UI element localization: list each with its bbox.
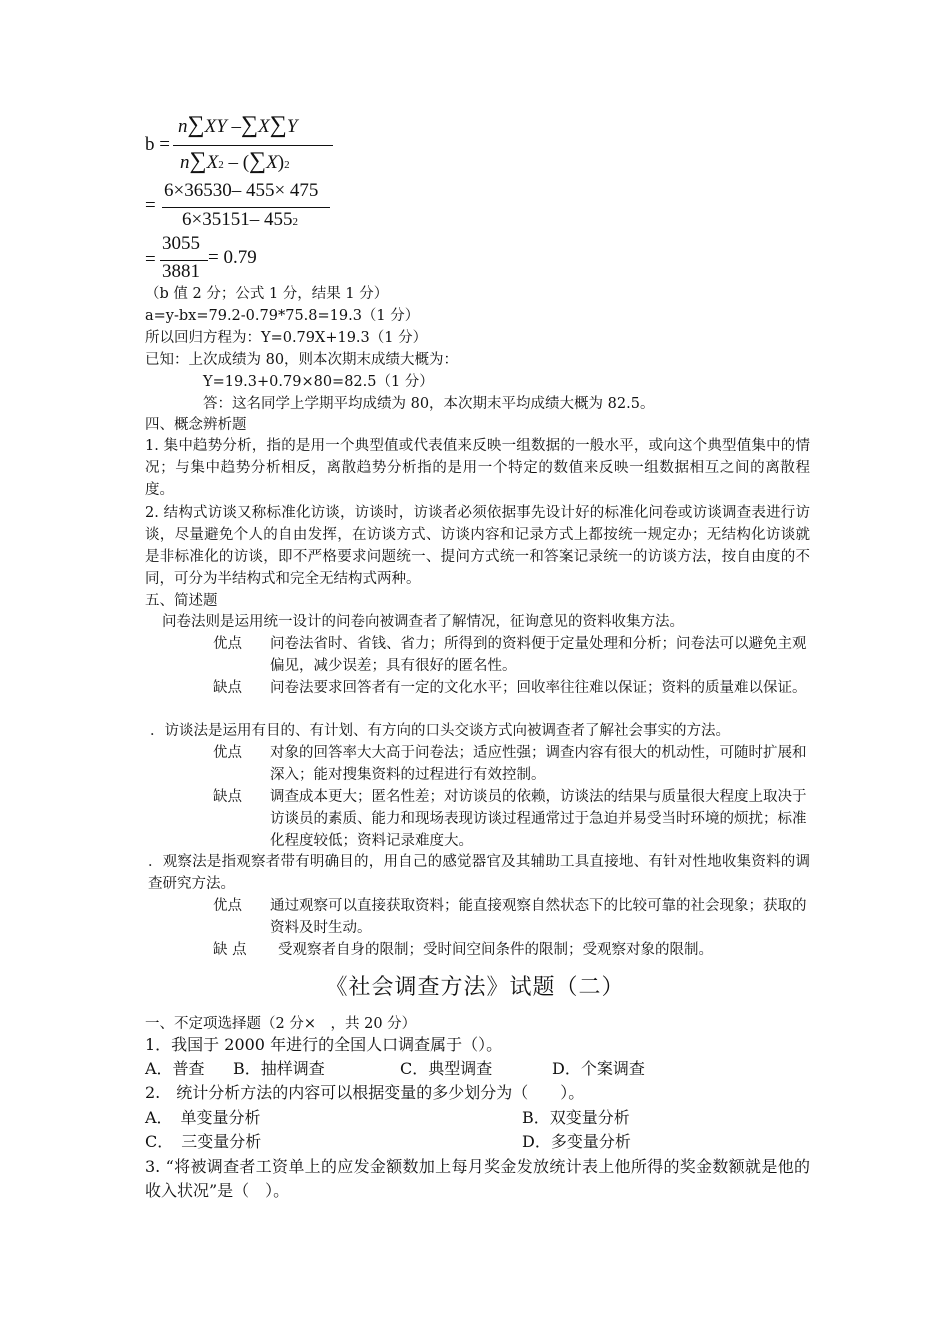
equals-2: = [145, 195, 156, 216]
questionnaire-adv-text: 问卷法省时、省钱、省力；所得到的资料便于定量处理和分析；问卷法可以避免主观偏见，减少误差；具有很好的匿名性。 [270, 636, 807, 674]
num1-n: n [178, 116, 188, 137]
numerator-2: 6×36530– 455× 475 [164, 180, 319, 201]
num1-y: Y [286, 116, 298, 137]
interview-adv-label: 优点 [213, 745, 242, 761]
fraction-line-2 [162, 207, 330, 208]
num1-x: X [258, 116, 270, 137]
question-2: 2. 统计分析方法的内容可以根据变量的多少划分为（ ）。 [145, 1083, 585, 1102]
observation-adv-text: 通过观察可以直接获取资料；能直接观察自然状态下的比较可靠的社会现象；获取的资料及时生动。 [270, 898, 807, 936]
score-note: （b 值 2 分；公式 1 分，结果 1 分） [145, 286, 389, 302]
interview-dis-label: 缺点 [213, 789, 242, 805]
section-4-heading: 四、概念辨析题 [145, 417, 247, 433]
sigma-symbol: ∑ [189, 148, 207, 174]
q2-option-b: B．双变量分析 [522, 1108, 630, 1127]
observation-intro: ．观察法是指观察者带有明确目的，用自己的感觉器官及其辅助工具直接地、有针对性地收集资料的调查研究方法。 [148, 854, 810, 892]
questionnaire-dis-text: 问卷法要求回答者有一定的文化水平；回收率往往难以保证；资料的质量难以保证。 [270, 680, 807, 696]
den1-exp: 2 [218, 159, 224, 171]
exam-section-1: 一、不定项选择题（2 分× ，共 20 分） [145, 1016, 417, 1032]
paragraph-1: 1. 集中趋势分析，指的是用一个典型值或代表值来反映一组数据的一般水平，或向这个典型值集中的情况；与集中趋势分析相反，离散趋势分析指的是用一个特定的数值来反映一组数据相互之间的离散程度。 [145, 438, 810, 498]
sigma-symbol: ∑ [269, 112, 287, 138]
answer-line: 答：这名同学上学期平均成绩为 80，本次期末平均成绩大概为 82.5。 [203, 396, 655, 412]
b-label: b = [145, 134, 170, 155]
sigma-symbol: ∑ [241, 112, 259, 138]
exam-title: 《社会调查方法》试题（二） [325, 975, 625, 1000]
q2-option-a: A． 单变量分析 [145, 1108, 261, 1127]
den1-n: n [180, 152, 190, 173]
numerator-3: 3055 [162, 233, 200, 254]
question-3: 3. “将被调查者工资单上的应发金额数加上每月奖金发放统计表上他所得的奖金数额就是他的收入状况”是（ ）。 [145, 1157, 810, 1200]
denominator-2 [182, 209, 298, 231]
q2-option-d: D．多变量分析 [522, 1132, 631, 1151]
questionnaire-dis-label: 缺点 [213, 680, 242, 696]
den2-text: 6×35151– 455 [182, 209, 293, 230]
regression-equation: 所以回归方程为：Y=0.79X+19.3（1 分） [145, 330, 428, 346]
equals-3: = [145, 249, 156, 270]
known-line: 已知：上次成绩为 80，则本次期末成绩大概为： [145, 352, 459, 368]
den1-x: X [206, 152, 219, 173]
numerator-1 [178, 112, 297, 139]
den2-exp: 2 [292, 216, 298, 228]
q2-option-c: C． 三变量分析 [145, 1132, 262, 1151]
question-1: 1．我国于 2000 年进行的全国人口调查属于（）。 [145, 1035, 503, 1054]
denominator-3: 3881 [162, 261, 200, 282]
den1-rest: – ( [228, 152, 250, 173]
q1-option-a: A．普查 [145, 1059, 205, 1078]
sigma-symbol: ∑ [249, 148, 267, 174]
fraction-line-1 [173, 145, 333, 146]
result-3: = 0.79 [208, 247, 257, 268]
observation-dis-label: 缺 点 [213, 942, 247, 958]
q1-option-d: D．个案调查 [552, 1059, 645, 1078]
den1-close: ) [277, 152, 285, 173]
questionnaire-intro: 问卷法则是运用统一设计的问卷向被调查者了解情况，征询意见的资料收集方法。 [162, 614, 684, 630]
interview-adv-text: 对象的回答率大大高于问卷法；适应性强；调查内容有很大的机动性，可随时扩展和深入；能对搜集资料的过程进行有效控制。 [270, 745, 807, 783]
den1-exp2: 2 [284, 159, 290, 171]
den1-x2: X [266, 152, 278, 173]
questionnaire-adv-label: 优点 [213, 636, 242, 652]
q1-option-b: B．抽样调查 [233, 1059, 325, 1078]
interview-intro: ．访谈法是运用有目的、有计划、有方向的口头交谈方式向被调查者了解社会事实的方法。 [150, 723, 730, 739]
section-5-heading: 五、简述题 [145, 593, 218, 609]
paragraph-2: 2. 结构式访谈又称标准化访谈，访谈时，访谈者必须依据事先设计好的标准化问卷或访谈调查表进行访谈，尽量避免个人的自由发挥，在访谈方式、访谈内容和记录方式上都按统一规定办；无结构化访谈就是非标准化的访谈，即不严格要求问题统一、提问方式统一和答案记录统一的访谈方法，按自由度的不同，可分为半结构式和完全无结构式两种。 [145, 505, 810, 587]
denominator-1 [180, 148, 290, 175]
y-calculation: Y=19.3+0.79×80=82.5（1 分） [203, 374, 434, 390]
sigma-symbol: ∑ [187, 112, 205, 138]
a-calculation: a=y-bx=79.2-0.79*75.8=19.3（1 分） [145, 308, 420, 324]
observation-dis-text: 受观察者自身的限制；受时间空间条件的限制；受观察对象的限制。 [278, 942, 713, 958]
num1-xy: XY – [204, 116, 242, 137]
interview-dis-text: 调查成本更大；匿名性差；对访谈员的依赖，访谈法的结果与质量很大程度上取决于访谈员的素质、能力和现场表现访谈过程通常过于急迫并易受当时环境的烦扰；标准化程度较低；资料记录难度大。 [270, 789, 807, 849]
observation-adv-label: 优点 [213, 898, 242, 914]
q1-option-c: C．典型调查 [400, 1059, 493, 1078]
